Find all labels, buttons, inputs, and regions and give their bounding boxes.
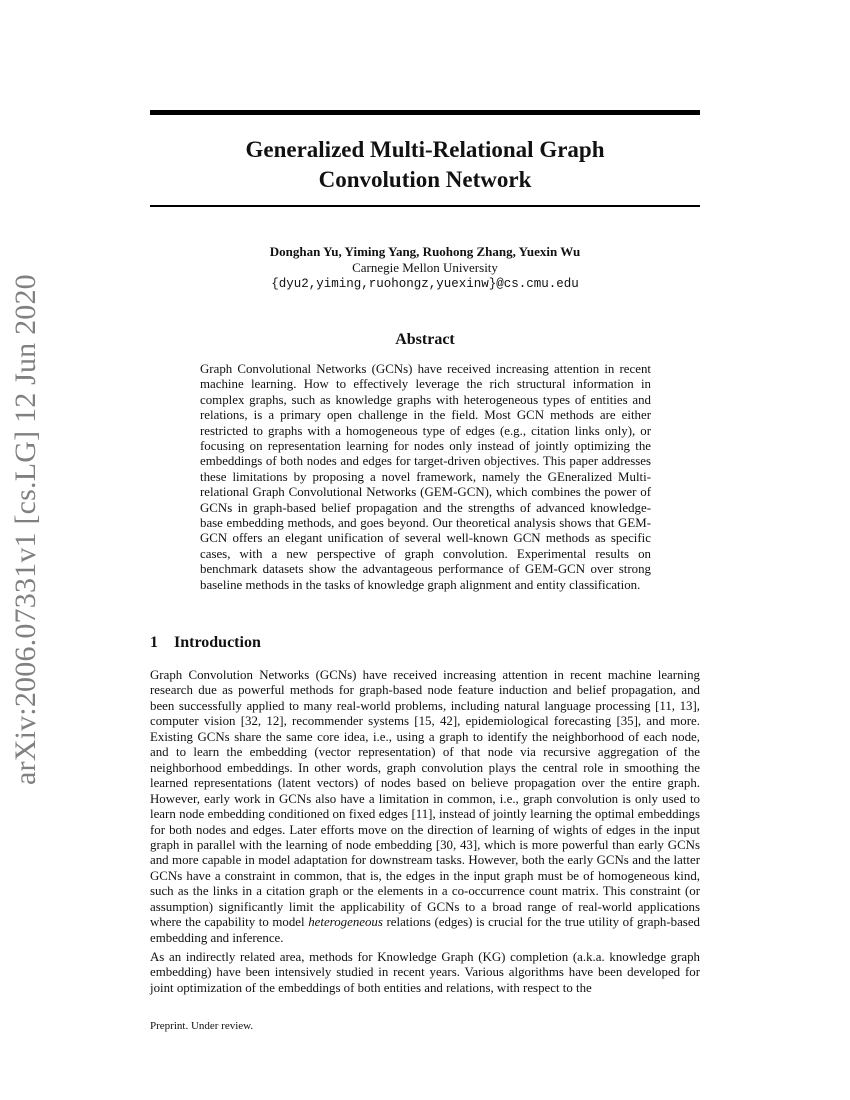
title-top-rule — [150, 110, 700, 115]
title-line-1: Generalized Multi-Relational Graph — [245, 137, 605, 162]
author-email: {dyu2,yiming,ruohongz,yuexinw}@cs.cmu.edu — [271, 277, 579, 291]
section-heading-introduction — [150, 633, 700, 653]
abstract-heading: Abstract — [395, 331, 455, 348]
affiliation: Carnegie Mellon University — [352, 260, 498, 275]
arxiv-stamp: arXiv:2006.07331v1 [cs.LG] 12 Jun 2020 — [9, 274, 42, 785]
section-number: 1 — [150, 634, 158, 651]
author-block — [150, 244, 700, 292]
footer-note: Preprint. Under review. — [150, 1020, 254, 1032]
intro-paragraph-1-end: relations (edges) is crucial for the true utility of graph-based embedding and inference. — [150, 915, 700, 945]
intro-paragraph-2: As an indirectly related area, methods for Knowledge Graph (KG) completion (a.k.a. knowledge graph embedding) have been intensively studied in recent years. Various algorithms have been developed for joint optimization of the embeddings of both entities and relations, with respect to the — [150, 950, 700, 995]
intro-paragraph-1-text: Graph Convolution Networks (GCNs) have received increasing attention in recent machine learning research due as powerful methods for graph-based node feature induction and belief propagation, and been successfully applied to many real-world problems, including natural language processing [11, 13], computer vision [32, 12], recommender systems [15, 42], epidemiological forecasting [35], and more. Existing GCNs share the same core idea, i.e., using a graph to identify the neighborhood of each node, and to learn the embedding (vector representation) of that node via recursive aggregation of the neighborhood embeddings. In other words, graph convolution plays the central role in smoothing the learned representations (latent vectors) of nodes based on believe propagation over the entire graph. However, early work in GCNs also have a limitation in common, i.e., graph convolution is only used to learn node embedding conditioned on fixed edges [11], instead of jointly learning the optimal embeddings for both nodes and edges. Later efforts move on the direction of learning of wights of edges in the input graph in parallel with the learning of node embedding [30, 43], which is more powerful than early GCNs and more capable in model adaptation for downstream tasks. However, both the early GCNs and the latter GCNs have a constraint in common, that is, the edges in the input graph must be of homogeneous kind, such as the links in a citation graph or the elements in a co-occurrence count matrix. This constraint (or assumption) significantly limit the applicability of GCNs to a broad range of real-world applications where the capability to model — [150, 668, 700, 930]
paper-title — [150, 135, 700, 195]
intro-paragraph-1 — [150, 668, 700, 946]
section-title: Introduction — [174, 634, 261, 651]
author-names: Donghan Yu, Yiming Yang, Ruohong Zhang, Yuexin Wu — [269, 244, 581, 259]
abstract-text: Graph Convolutional Networks (GCNs) have received increasing attention in recent machine learning. How to effectively leverage the rich structural information in complex graphs, such as knowledge graphs with heterogeneous types of entities and relations, is a primary open challenge in the field. Most GCN methods are either restricted to graphs with a homogeneous type of edges (e.g., citation links only), or focusing on representation learning for nodes only instead of jointly optimizing the embeddings of both nodes and edges for target-driven objectives. This paper addresses these limitations by proposing a novel framework, namely the GEneralized Multi-relational Graph Convolutional Networks (GEM-GCN), which combines the power of GCNs in graph-based belief propagation and the strengths of advanced knowledge-base embedding methods, and goes beyond. Our theoretical analysis shows that GEM-GCN offers an elegant unification of several well-known GCN methods as specific cases, with a new perspective of graph convolution. Experimental results on benchmark datasets show the advantageous performance of GEM-GCN over strong baseline methods in the tasks of knowledge graph alignment and entity classification. — [200, 362, 651, 592]
emphasis-heterogeneous: heterogeneous — [308, 915, 383, 930]
title-bottom-rule — [150, 205, 700, 207]
title-line-2: Convolution Network — [318, 167, 532, 192]
